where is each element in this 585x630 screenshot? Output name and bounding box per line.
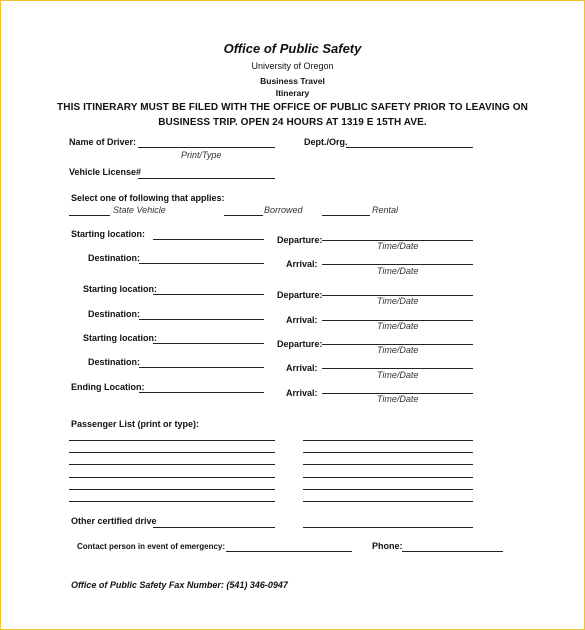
- arrival-label-3: Arrival:: [286, 363, 318, 373]
- phone-field[interactable]: [402, 551, 503, 552]
- notice-line-2: BUSINESS TRIP. OPEN 24 HOURS AT 1319 E 15TH AVE.: [158, 117, 427, 128]
- time-date-hint-6: Time/Date: [377, 370, 419, 380]
- vehicle-select-label: Select one of following that applies:: [71, 193, 225, 203]
- vehicle-license-field[interactable]: [138, 178, 275, 179]
- starting-location-label-3: Starting location:: [83, 333, 157, 343]
- passenger-line-2-left[interactable]: [69, 452, 275, 453]
- destination-field-3[interactable]: [139, 367, 264, 368]
- borrowed-option: Borrowed: [264, 205, 303, 215]
- passenger-line-4-right[interactable]: [303, 477, 473, 478]
- fax-number-footer: Office of Public Safety Fax Number: (541) 346-0947: [71, 580, 288, 590]
- notice-line-1: THIS ITINERARY MUST BE FILED WITH THE OFFICE OF PUBLIC SAFETY PRIOR TO LEAVING ON: [57, 102, 528, 113]
- arrival-field-1[interactable]: [322, 264, 473, 265]
- print-type-hint: Print/Type: [181, 150, 222, 160]
- passenger-line-2-right[interactable]: [303, 452, 473, 453]
- passenger-line-4-left[interactable]: [69, 477, 275, 478]
- arrival-label-1: Arrival:: [286, 259, 318, 269]
- passenger-line-5-left[interactable]: [69, 489, 275, 490]
- destination-field-1[interactable]: [139, 263, 264, 264]
- form-title: Office of Public Safety: [223, 41, 362, 56]
- phone-label: Phone:: [372, 541, 403, 551]
- departure-label-1: Departure:: [277, 235, 323, 245]
- vehicle-license-label: Vehicle License#: [69, 167, 142, 177]
- starting-location-field-1[interactable]: [153, 239, 264, 240]
- passenger-line-1-left[interactable]: [69, 440, 275, 441]
- other-driver-field-2[interactable]: [303, 527, 473, 528]
- university-name: University of Oregon: [251, 61, 334, 71]
- departure-label-2: Departure:: [277, 290, 323, 300]
- starting-location-label-2: Starting location:: [83, 284, 157, 294]
- form-subtitle-business-travel: Business Travel: [260, 76, 325, 86]
- driver-name-label: Name of Driver:: [69, 137, 137, 147]
- other-driver-label: Other certified drive: [71, 516, 157, 526]
- departure-label-3: Departure:: [277, 339, 323, 349]
- time-date-hint-7: Time/Date: [377, 394, 419, 404]
- ending-location-label: Ending Location:: [71, 382, 145, 392]
- starting-location-label-1: Starting location:: [71, 229, 145, 239]
- time-date-hint-3: Time/Date: [377, 296, 419, 306]
- starting-location-field-3[interactable]: [153, 343, 264, 344]
- form-subtitle-itinerary: Itinerary: [275, 88, 310, 98]
- destination-label-2: Destination:: [88, 309, 141, 319]
- passenger-line-3-left[interactable]: [69, 464, 275, 465]
- other-driver-field-1[interactable]: [153, 527, 275, 528]
- rental-option: Rental: [372, 205, 399, 215]
- arrival-field-3[interactable]: [322, 368, 473, 369]
- starting-location-field-2[interactable]: [153, 294, 264, 295]
- passenger-line-6-left[interactable]: [69, 501, 275, 502]
- destination-label-1: Destination:: [88, 253, 141, 263]
- time-date-hint-4: Time/Date: [377, 321, 419, 331]
- state-vehicle-option: State Vehicle: [113, 205, 166, 215]
- state-vehicle-blank[interactable]: [69, 215, 110, 216]
- passenger-line-3-right[interactable]: [303, 464, 473, 465]
- driver-name-field[interactable]: [138, 147, 275, 148]
- emergency-contact-label: Contact person in event of emergency:: [77, 542, 226, 551]
- destination-field-2[interactable]: [139, 319, 264, 320]
- rental-blank[interactable]: [322, 215, 370, 216]
- passenger-line-1-right[interactable]: [303, 440, 473, 441]
- passenger-line-5-right[interactable]: [303, 489, 473, 490]
- dept-org-label: Dept./Org.: [304, 137, 348, 147]
- time-date-hint-5: Time/Date: [377, 345, 419, 355]
- dept-org-field[interactable]: [346, 147, 473, 148]
- ending-location-field[interactable]: [139, 392, 264, 393]
- emergency-contact-field[interactable]: [226, 551, 352, 552]
- passenger-list-label: Passenger List (print or type):: [71, 419, 200, 429]
- arrival-label-4: Arrival:: [286, 388, 318, 398]
- arrival-label-2: Arrival:: [286, 315, 318, 325]
- destination-label-3: Destination:: [88, 357, 141, 367]
- time-date-hint-2: Time/Date: [377, 266, 419, 276]
- passenger-line-6-right[interactable]: [303, 501, 473, 502]
- borrowed-blank[interactable]: [224, 215, 263, 216]
- time-date-hint-1: Time/Date: [377, 241, 419, 251]
